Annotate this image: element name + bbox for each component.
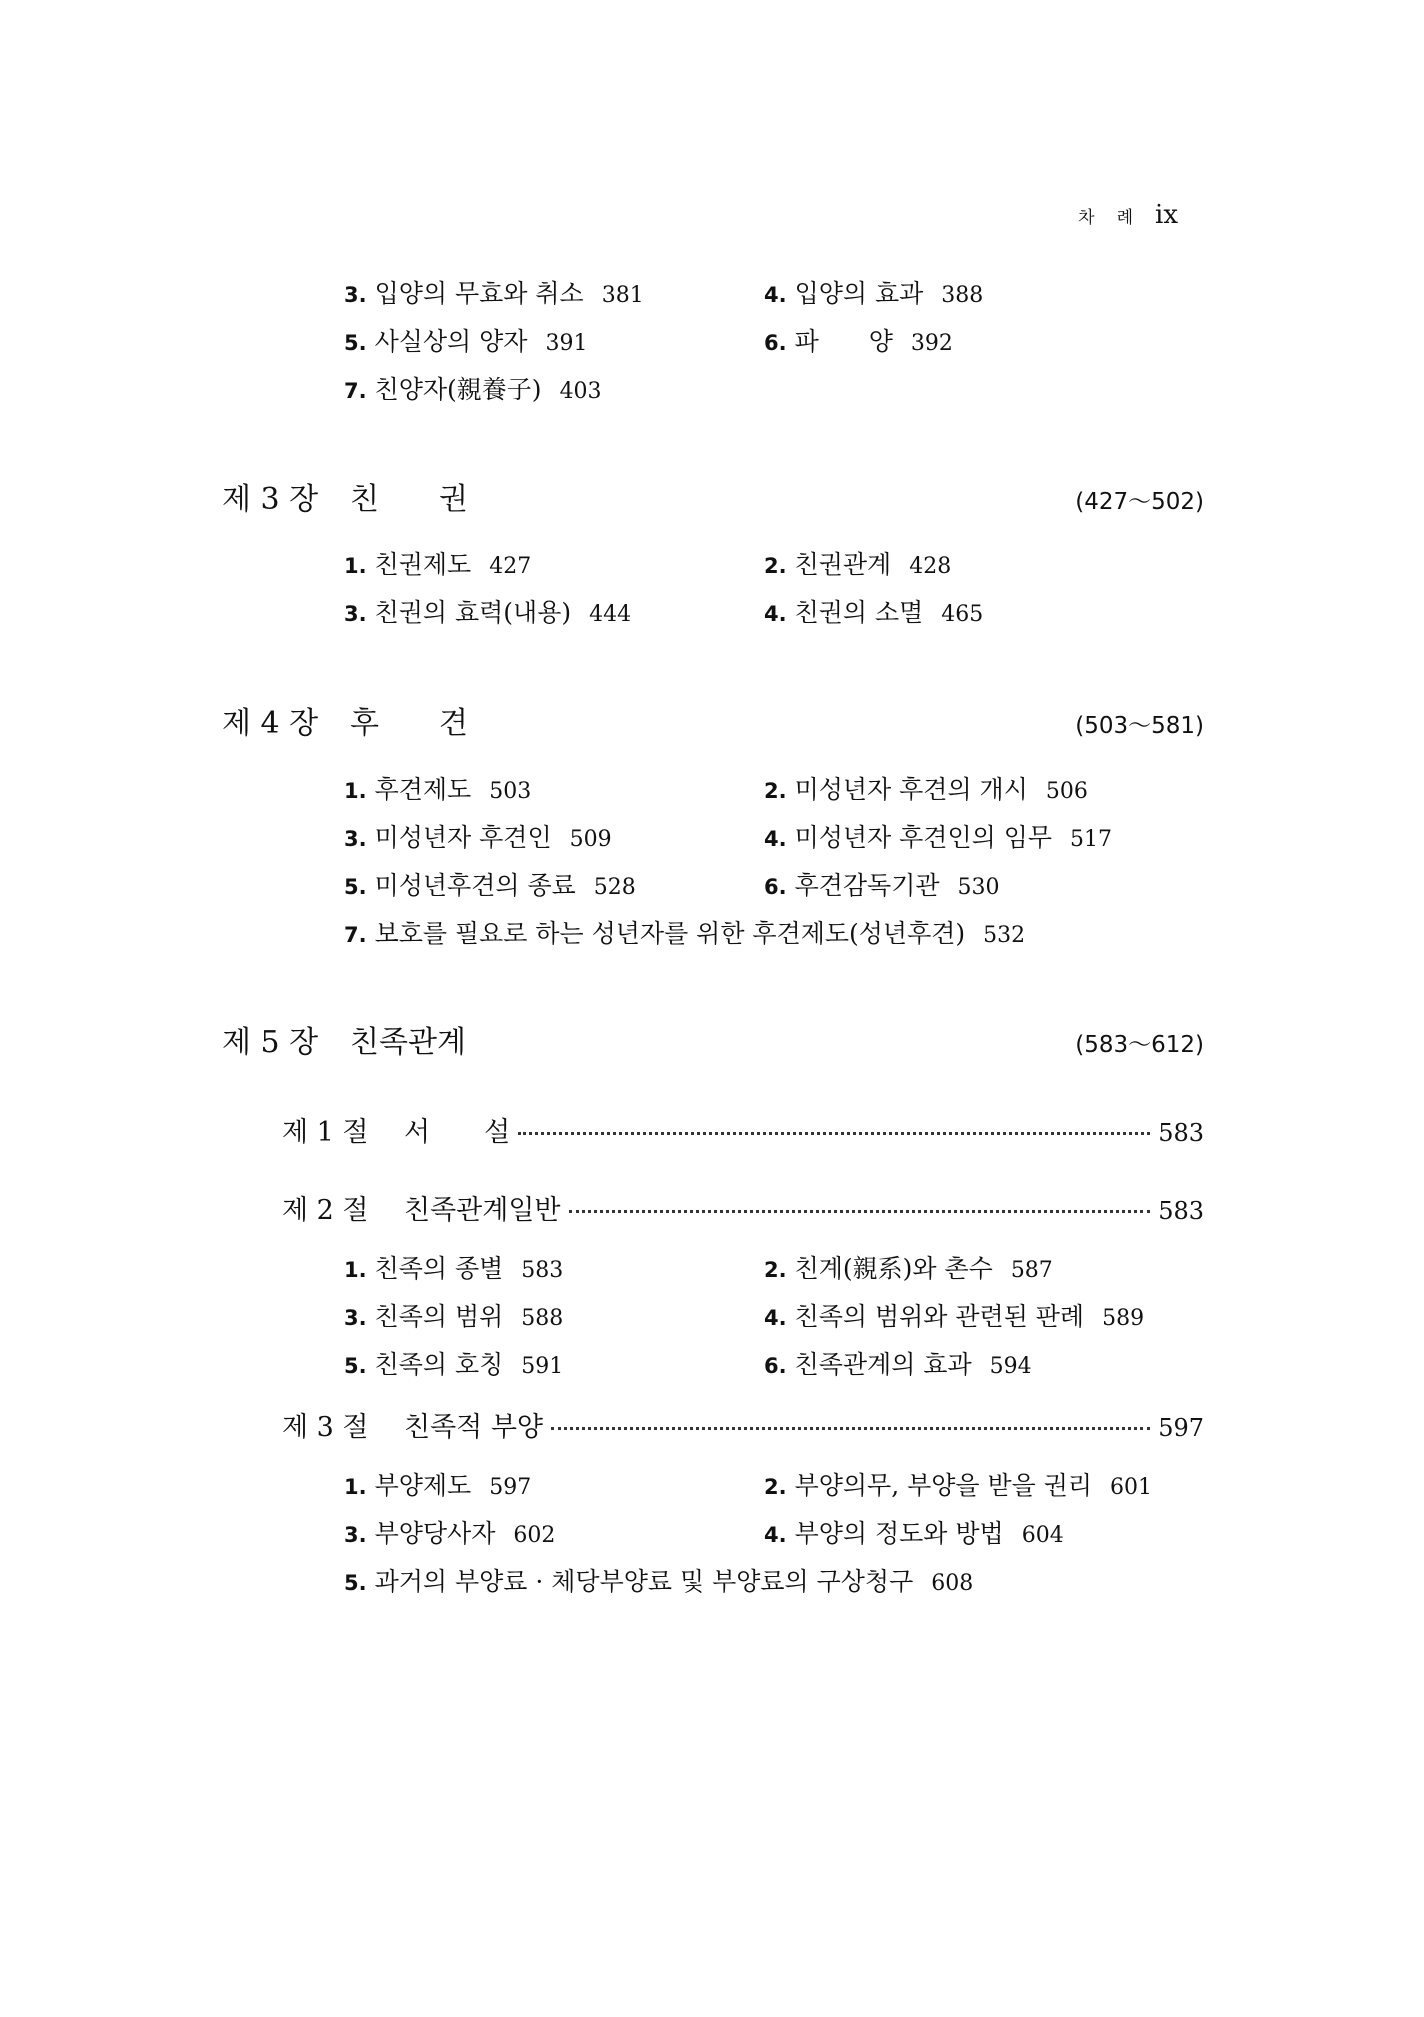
dot-leader — [569, 1210, 1151, 1213]
page-number: ix — [1155, 200, 1178, 230]
toc-item-list — [344, 1470, 1204, 1600]
section-page: 597 — [1158, 1414, 1204, 1442]
toc-item: 7. 친양자(親養子) 403 — [344, 375, 602, 404]
toc-item: 4. 미성년자 후견인의 임무 517 — [764, 823, 1112, 852]
chapter-title: 친족관계 — [350, 1025, 466, 1060]
toc-item-list — [344, 549, 1204, 631]
toc-item: 1. 친권제도 427 — [344, 550, 532, 579]
dot-leader — [551, 1427, 1150, 1430]
toc-item: 6. 친족관계의 효과 594 — [764, 1350, 1032, 1379]
chapter-label: 제 3 장 — [222, 482, 319, 517]
toc-item: 4. 친권의 소멸 465 — [764, 598, 984, 627]
toc-item: 4. 부양의 정도와 방법 604 — [764, 1519, 1064, 1548]
section-title: 친족적 부양 — [404, 1412, 543, 1443]
section-page: 583 — [1158, 1119, 1204, 1147]
chapter-heading — [222, 698, 1204, 742]
chapter-heading — [222, 474, 1204, 518]
section-heading — [282, 1110, 1204, 1149]
toc-item: 1. 부양제도 597 — [344, 1471, 532, 1500]
toc-item-list — [344, 278, 1204, 408]
toc-item: 4. 친족의 범위와 관련된 판례 589 — [764, 1302, 1145, 1331]
chapter-title: 친 권 — [350, 482, 468, 517]
toc-item: 3. 친족의 범위 588 — [344, 1302, 564, 1331]
chapter-heading — [222, 1017, 1204, 1061]
toc-item-list — [344, 774, 1204, 952]
toc-item: 1. 친족의 종별 583 — [344, 1254, 564, 1283]
section-title: 서 설 — [404, 1117, 511, 1148]
toc-item: 4. 입양의 효과 388 — [764, 279, 984, 308]
section-label: 제 3 절 — [282, 1412, 369, 1443]
chapter-label: 제 4 장 — [222, 706, 319, 741]
section-title: 친족관계일반 — [404, 1195, 561, 1226]
toc-item: 2. 친계(親系)와 촌수 587 — [764, 1254, 1053, 1283]
toc-item: 1. 후견제도 503 — [344, 775, 532, 804]
toc-item: 7. 보호를 필요로 하는 성년자를 위한 후견제도(성년후견) 532 — [344, 919, 1026, 948]
chapter-label: 제 5 장 — [222, 1025, 319, 1060]
toc-item: 3. 부양당사자 602 — [344, 1519, 556, 1548]
chapter-title: 후 견 — [350, 706, 468, 741]
chapter-page-range: (583～612) — [1075, 1032, 1204, 1058]
running-header-char: 례 — [1116, 208, 1134, 228]
toc-item: 5. 과거의 부양료 · 체당부양료 및 부양료의 구상청구 608 — [344, 1567, 974, 1596]
toc-item: 5. 사실상의 양자 391 — [344, 327, 588, 356]
toc-item: 6. 후견감독기관 530 — [764, 871, 1000, 900]
running-header — [1078, 200, 1178, 230]
dot-leader — [518, 1132, 1150, 1135]
chapter-page-range: (427～502) — [1075, 489, 1204, 515]
section-heading — [282, 1188, 1204, 1227]
section-heading — [282, 1405, 1204, 1444]
toc-item: 5. 친족의 호칭 591 — [344, 1350, 564, 1379]
toc-item: 3. 미성년자 후견인 509 — [344, 823, 612, 852]
section-page: 583 — [1158, 1197, 1204, 1225]
toc-item: 2. 미성년자 후견의 개시 506 — [764, 775, 1088, 804]
section-label: 제 2 절 — [282, 1195, 369, 1226]
toc-item: 2. 친권관계 428 — [764, 550, 952, 579]
toc-item: 3. 친권의 효력(내용) 444 — [344, 598, 632, 627]
section-label: 제 1 절 — [282, 1117, 369, 1148]
toc-item: 3. 입양의 무효와 취소 381 — [344, 279, 644, 308]
toc-item: 6. 파 양 392 — [764, 327, 953, 356]
toc-item: 2. 부양의무, 부양을 받을 권리 601 — [764, 1471, 1153, 1500]
toc-item-list — [344, 1253, 1204, 1383]
chapter-page-range: (503～581) — [1075, 713, 1204, 739]
toc-item: 5. 미성년후견의 종료 528 — [344, 871, 636, 900]
running-header-char: 차 — [1078, 208, 1095, 228]
